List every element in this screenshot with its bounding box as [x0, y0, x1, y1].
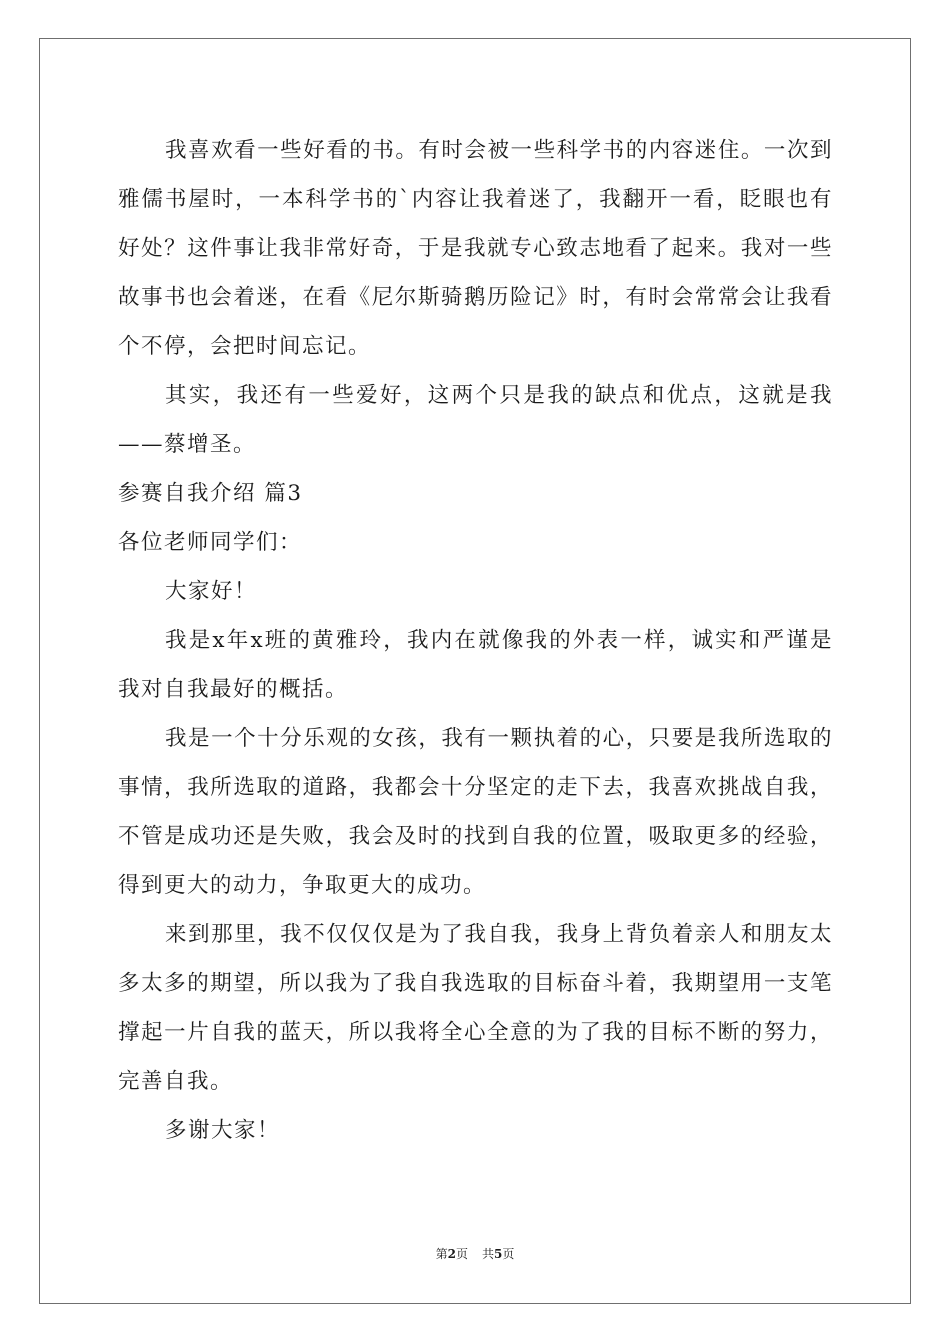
- footer-page-number: 2: [447, 1247, 456, 1261]
- paragraph-hobbies-books: 我喜欢看一些好看的书。有时会被一些科学书的内容迷住。一次到雅儒书屋时，一本科学书的`内容让我着迷了，我翻开一看，眨眼也有好处？这件事让我非常好奇，于是我就专心致志地看了起来。我对一些故事书也会着迷，在看《尼尔斯骑鹅历险记》时，有时会常常会让我看个不停，会把时间忘记。: [118, 138, 833, 359]
- closing-thanks: 多谢大家！: [165, 1118, 281, 1143]
- greeting: 大家好！: [165, 579, 258, 604]
- paragraph-closing-signature: 其实，我还有一些爱好，这两个只是我的缺点和优点，这就是我——蔡增圣。: [118, 383, 833, 457]
- document-body: [118, 126, 833, 1155]
- salutation: 各位老师同学们：: [118, 530, 303, 555]
- page-footer: [0, 1245, 950, 1262]
- footer-page-prefix: 第: [435, 1247, 448, 1261]
- footer-total-prefix: 共: [482, 1247, 495, 1261]
- footer-page-suffix: 页: [455, 1247, 468, 1261]
- footer-total-pages: 5: [494, 1247, 503, 1261]
- paragraph-goals: 来到那里，我不仅仅仅是为了我自我，我身上背负着亲人和朋友太多太多的期望，所以我为了我自我选取的目标奋斗着，我期望用一支笔撑起一片自我的蓝天，所以我将全心全意的为了我的目标不断的努力，完善自我。: [118, 922, 833, 1094]
- paragraph-personality: 我是一个十分乐观的女孩，我有一颗执着的心，只要是我所选取的事情，我所选取的道路，我都会十分坚定的走下去，我喜欢挑战自我，不管是成功还是失败，我会及时的找到自我的位置，吸取更多的经验，得到更大的动力，争取更大的成功。: [118, 726, 833, 898]
- section-heading: 参赛自我介绍 篇3: [118, 481, 303, 506]
- footer-total-suffix: 页: [502, 1247, 515, 1261]
- paragraph-self-intro: 我是x年x班的黄雅玲，我内在就像我的外表一样，诚实和严谨是我对自我最好的概括。: [118, 628, 833, 702]
